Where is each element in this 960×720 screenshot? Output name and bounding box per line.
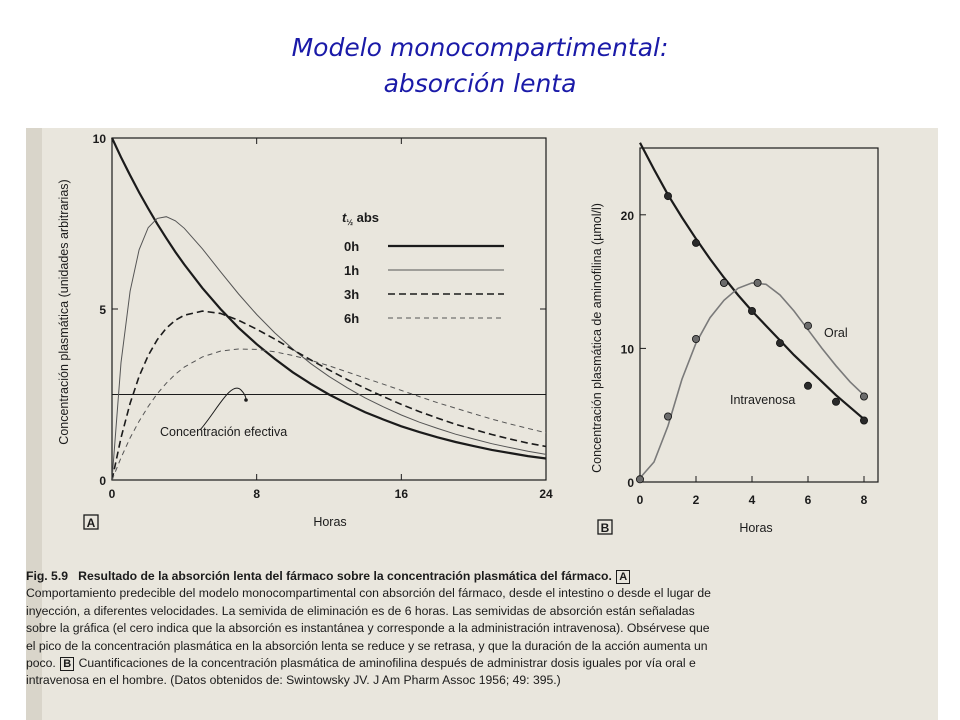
series-label-intravenosa: Intravenosa xyxy=(730,393,796,407)
panel-a-chart xyxy=(57,132,553,530)
panel-b-ylabel: Concentración plasmática de aminofilina (µmol/l) xyxy=(590,203,604,473)
b-xtick-label: 4 xyxy=(748,493,756,507)
legend-label-1h: 1h xyxy=(344,263,360,278)
panel-b-label: B xyxy=(600,521,610,535)
a-ytick-label: 5 xyxy=(99,303,106,317)
panel-b-chart xyxy=(590,143,878,535)
data-point-Oral xyxy=(720,279,727,286)
b-xtick-label: 2 xyxy=(692,493,700,507)
panel-b-xlabel: Horas xyxy=(739,521,773,535)
caption-box-b: B xyxy=(60,657,74,671)
legend-label-0h: 0h xyxy=(344,239,360,254)
data-point-Intravenosa xyxy=(664,193,671,200)
caption-text-a: Comportamiento predecible del modelo monocompartimental con absorción del fármaco, desde el intestino o desde el lugar de inyección, a diferentes velocidades. La semivida de eliminación es de 6 horas. Las semividas de absorción están señaladas sobre la gráfica (el cero indica que la absorción es instantánea y corresponde a la administración intravenosa). Obsérvese que el pico de la concentración plasmática en la absorción lenta se reduce y se retrasa, y que la duración de la acción aumenta un poco. xyxy=(26,586,711,671)
panel-a-label: A xyxy=(86,516,96,530)
data-point-Oral xyxy=(754,279,761,286)
slide-title xyxy=(0,30,960,102)
a-ytick-label: 10 xyxy=(92,132,106,146)
caption-fig-number: Fig. 5.9 xyxy=(26,569,68,583)
caption-text-b: Cuantificaciones de la concentración plasmática de aminofilina después de administrar dosis iguales por vía oral e intravenosa en el hombre. (Datos obtenidos de: Swintowsky JV. J Am Pharm Assoc 1956; 49: 395.) xyxy=(26,656,696,688)
a-xtick-label: 0 xyxy=(108,487,116,501)
panel-a-xlabel: Horas xyxy=(313,515,347,529)
b-xtick-label: 8 xyxy=(860,493,868,507)
data-point-Intravenosa xyxy=(748,307,755,314)
data-point-Intravenosa xyxy=(832,398,839,405)
slide-title-line1: Modelo monocompartimental: xyxy=(291,33,669,62)
legend-label-6h: 6h xyxy=(344,311,360,326)
panel-b-frame xyxy=(640,148,878,482)
a-xtick-label: 24 xyxy=(539,487,553,501)
data-point-Intravenosa xyxy=(860,417,867,424)
data-point-Intravenosa xyxy=(776,340,783,347)
series-label-oral: Oral xyxy=(824,326,848,340)
panel-a-legend xyxy=(342,210,504,326)
data-point-Intravenosa xyxy=(692,239,699,246)
figure-charts xyxy=(26,128,938,568)
legend-title: $t_{\frac{1}{2}}$ abs xyxy=(342,210,380,227)
data-point-Oral xyxy=(664,413,671,420)
series-line-0h xyxy=(112,138,546,459)
legend-label-3h: 3h xyxy=(344,287,360,302)
panel-a-ylabel: Concentración plasmática (unidades arbitrarias) xyxy=(57,179,71,445)
slide-title-line2: absorción lenta xyxy=(383,69,577,98)
data-point-Oral xyxy=(860,393,867,400)
figure-caption xyxy=(26,568,714,690)
scanned-figure xyxy=(26,128,938,720)
a-ytick-label: 0 xyxy=(99,474,106,488)
a-xtick-label: 8 xyxy=(253,487,261,501)
data-point-Oral xyxy=(636,476,643,483)
b-ytick-label: 10 xyxy=(620,342,634,357)
caption-box-a: A xyxy=(616,570,630,584)
panel-a-ticks xyxy=(93,132,553,501)
series-line-Intravenosa xyxy=(640,143,864,420)
b-xtick-label: 6 xyxy=(804,493,812,507)
effective-concentration-label: Concentración efectiva xyxy=(160,425,288,439)
annotation-dot xyxy=(244,398,248,402)
b-xtick-label: 0 xyxy=(636,493,644,507)
b-ytick-label: 0 xyxy=(627,476,634,490)
b-ytick-label: 20 xyxy=(620,208,634,223)
caption-fig-title: Resultado de la absorción lenta del fármaco sobre la concentración plasmática del fármaco. xyxy=(78,569,612,583)
data-point-Intravenosa xyxy=(804,382,811,389)
data-point-Oral xyxy=(804,322,811,329)
panel-b-series xyxy=(636,143,867,483)
data-point-Oral xyxy=(692,335,699,342)
series-line-6h xyxy=(112,349,546,480)
a-xtick-label: 16 xyxy=(394,487,409,501)
